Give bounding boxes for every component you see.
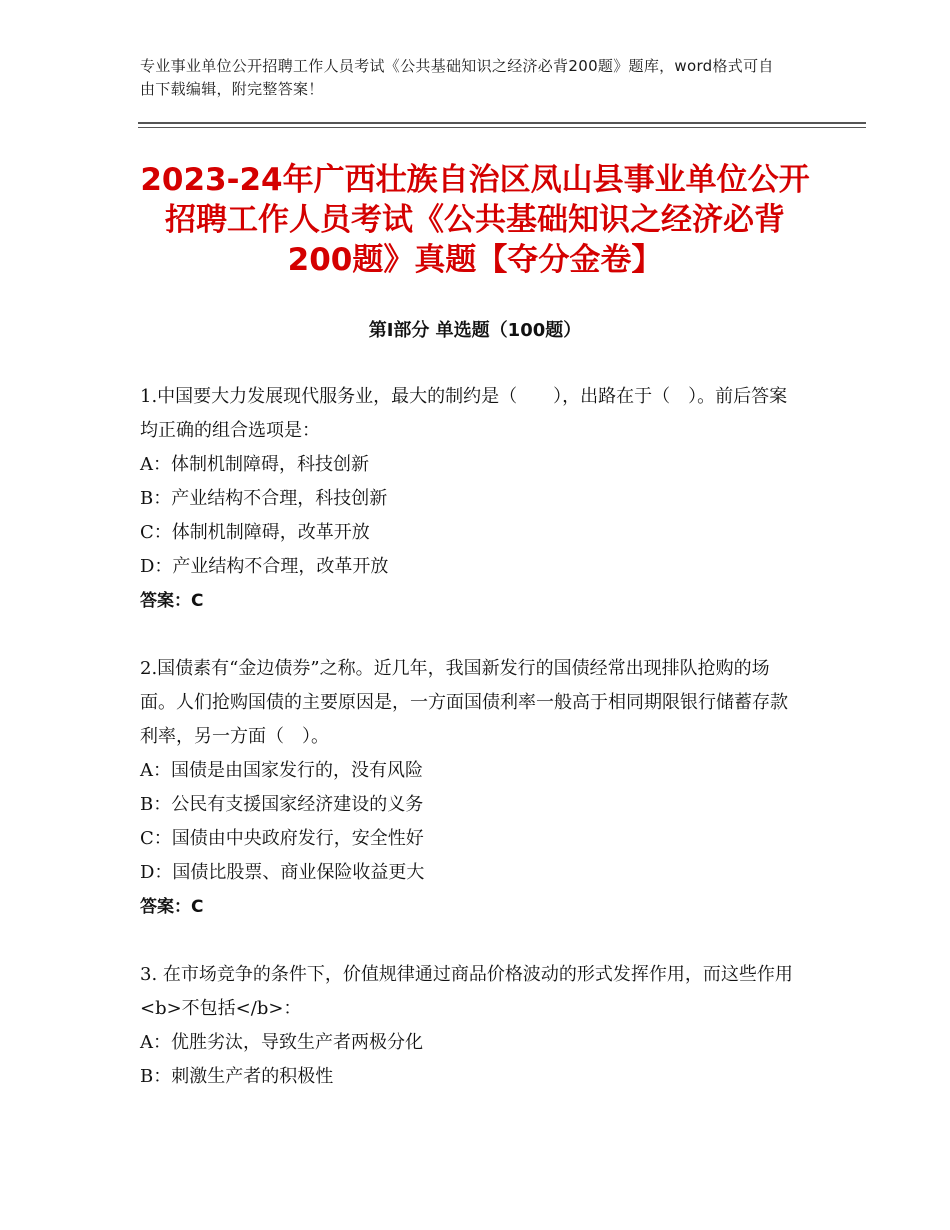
- header-note: 专业事业单位公开招聘工作人员考试《公共基础知识之经济必背200题》题库，word格式可自由下载编辑，附完整答案！: [140, 57, 774, 98]
- option-c: C：体制机制障碍，改革开放: [140, 522, 370, 543]
- answer-line: 答案：C: [140, 591, 204, 611]
- question-list: [140, 380, 805, 1128]
- option-a: A：优胜劣汰，导致生产者两极分化: [140, 1032, 423, 1053]
- question-2: [140, 652, 805, 924]
- question-3: [140, 958, 805, 1094]
- option-b: B：刺激生产者的积极性: [140, 1066, 334, 1087]
- question-stem: 3. 在市场竞争的条件下，价值规律通过商品价格波动的形式发挥作用，而这些作用<b>不包括</b>：: [140, 964, 793, 1019]
- document-title: 2023-24年广西壮族自治区凤山县事业单位公开招聘工作人员考试《公共基础知识之经济必背200题》真题【夺分金卷】: [140, 162, 810, 278]
- question-stem: 2.国债素有“金边债券”之称。近几年，我国新发行的国债经常出现排队抢购的场面。人们抢购国债的主要原因是，一方面国债利率一般高于相同期限银行储蓄存款利率，另一方面（ ）。: [140, 658, 788, 747]
- option-a: A：体制机制障碍，科技创新: [140, 454, 369, 475]
- option-a: A：国债是由国家发行的，没有风险: [140, 760, 423, 781]
- option-d: D：国债比股票、商业保险收益更大: [140, 862, 425, 883]
- answer-line: 答案：C: [140, 897, 204, 917]
- option-b: B：公民有支援国家经济建设的义务: [140, 794, 424, 815]
- option-b: B：产业结构不合理，科技创新: [140, 488, 388, 509]
- option-d: D：产业结构不合理，改革开放: [140, 556, 389, 577]
- section-heading: 第Ⅰ部分 单选题（100题）: [368, 320, 582, 341]
- question-stem: 1.中国要大力发展现代服务业，最大的制约是（ ），出路在于（ ）。前后答案均正确的组合选项是：: [140, 386, 788, 441]
- question-1: [140, 380, 805, 618]
- header-divider-thin: [138, 127, 866, 128]
- option-c: C：国债由中央政府发行，安全性好: [140, 828, 424, 849]
- header-divider-thick: [138, 122, 866, 124]
